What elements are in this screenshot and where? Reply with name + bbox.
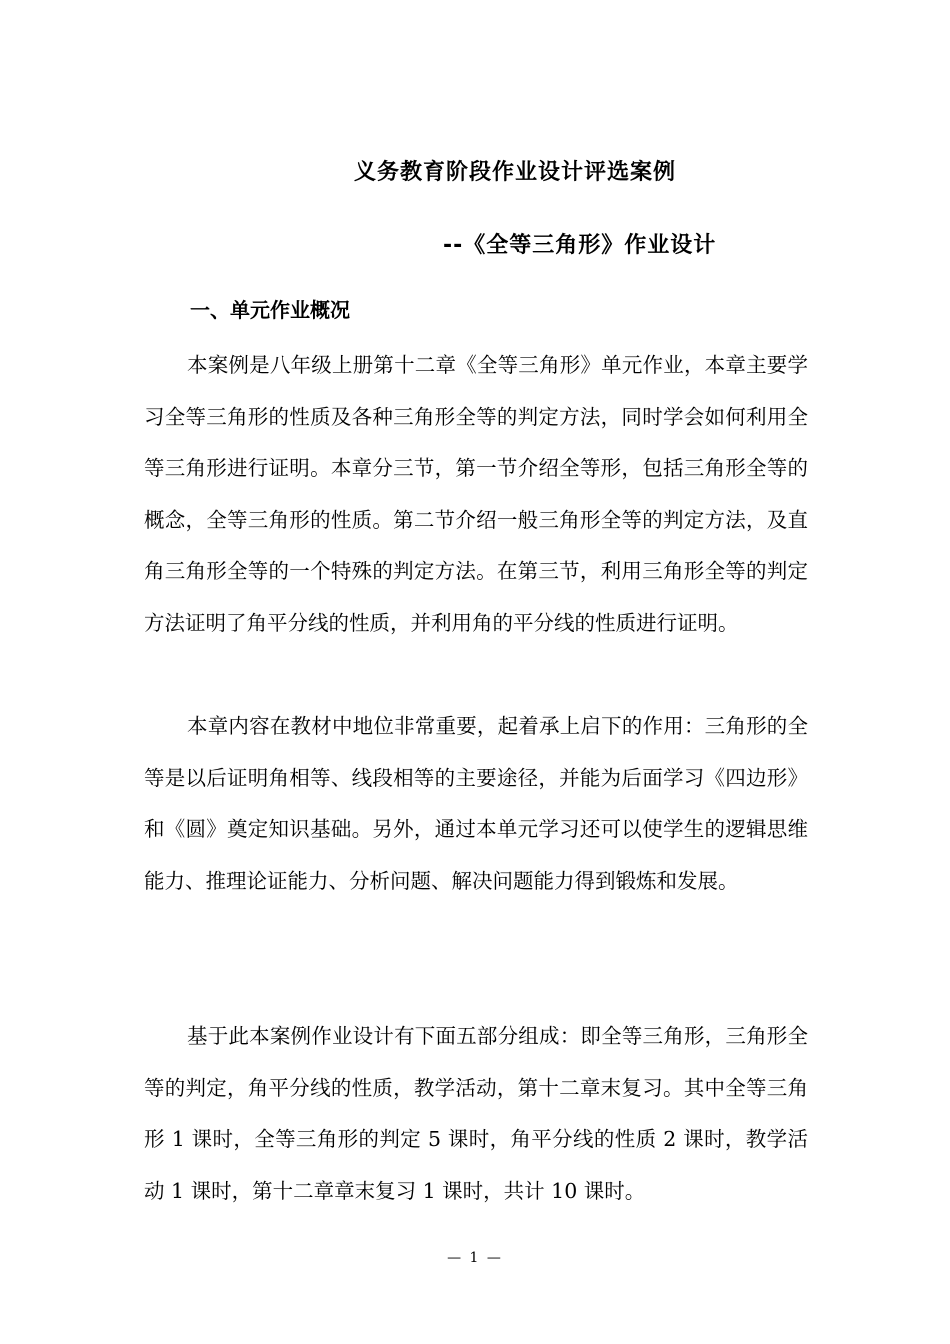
paragraph-3-container (144, 1011, 808, 1217)
paragraph: 基于此本案例作业设计有下面五部分组成：即全等三角形，三角形全等的判定，角平分线的性质，教学活动，第十二章末复习。其中全等三角形 1 课时，全等三角形的判定 5 课时，角平分线的性质 2 课时，教学活动 1 课时，第十二章章末复习 1 课时，共计 10 课时。 (144, 1024, 808, 1203)
document-title: 义务教育阶段作业设计评选案例 (353, 160, 676, 185)
paragraph: 本案例是八年级上册第十二章《全等三角形》单元作业，本章主要学习全等三角形的性质及各种三角形全等的判定方法，同时学会如何利用全等三角形进行证明。本章分三节，第一节介绍全等形，包括三角形全等的概念，全等三角形的性质。第二节介绍一般三角形全等的判定方法，及直角三角形全等的一个特殊的判定方法。在第三节，利用三角形全等的判定方法证明了角平分线的性质，并利用角的平分线的性质进行证明。 (144, 353, 808, 635)
document-subtitle: --《全等三角形》作业设计 (443, 233, 717, 258)
paragraph: 本章内容在教材中地位非常重要，起着承上启下的作用：三角形的全等是以后证明角相等、线段相等的主要途径，并能为后面学习《四边形》和《圆》奠定知识基础。另外，通过本单元学习还可以使学生的逻辑思维能力、推理论证能力、分析问题、解决问题能力得到锻炼和发展。 (144, 714, 808, 893)
paragraph-2-container (144, 701, 808, 907)
paragraph-1-container (144, 340, 808, 649)
page-number: — 1 — (447, 1250, 503, 1266)
section-heading: 一、单元作业概况 (190, 298, 350, 322)
